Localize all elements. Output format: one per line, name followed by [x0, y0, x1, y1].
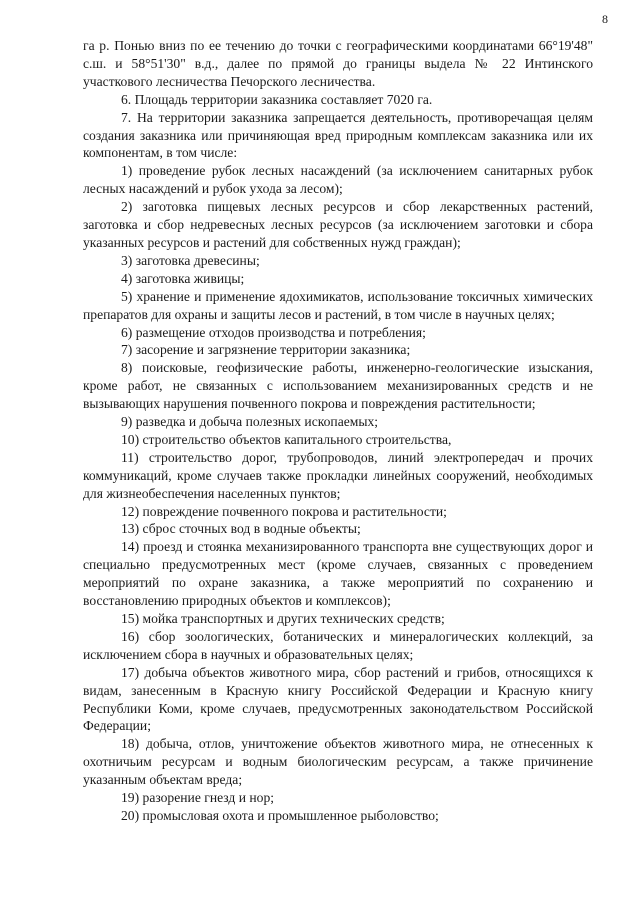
- list-item: 16) сбор зоологических, ботанических и минералогических коллекций, за исключением сбора в научных и образовательных целях;: [83, 628, 593, 662]
- list-item: 3) заготовка древесины;: [121, 252, 260, 268]
- list-item: 20) промысловая охота и промышленное рыболовство;: [121, 807, 439, 823]
- paragraph-prohibitions-intro: 7. На территории заказника запрещается деятельность, противоречащая целям создания заказника или причиняющая вред природным комплексам заказника или их компонентам, в том числе:: [83, 109, 593, 161]
- list-item: 18) добыча, отлов, уничтожение объектов животного мира, не отнесенных к охотничьим ресурсам и водным биологическим ресурсам, а также причинение указанным объектам вреда;: [83, 736, 593, 788]
- paragraph-boundary-continuation: га р. Понью вниз по ее течению до точки с географическими координатами 66°19'48" с.ш. и 58°51'30" в.д., далее по прямой до границы выдела № 22 Интинского участкового лесничества Печорского лесничества.: [83, 38, 593, 89]
- list-item: 11) строительство дорог, трубопроводов, линий электропередач и прочих коммуникаций, кроме случаев также прокладки линейных сооружений, необходимых для жизнеобеспечения населенных пунктов;: [83, 449, 593, 501]
- list-item: 10) строительство объектов капитального строительства,: [121, 431, 452, 447]
- page-number: 8: [602, 12, 608, 26]
- list-item: 2) заготовка пищевых лесных ресурсов и сбор лекарственных растений, заготовка и сбор недревесных лесных ресурсов (за исключением заготовки и сбора указанных ресурсов и растений для собственных нужд граждан);: [83, 199, 593, 250]
- list-item: 13) сброс сточных вод в водные объекты;: [121, 521, 361, 537]
- document-body: [83, 37, 593, 825]
- list-item: 15) мойка транспортных и других технических средств;: [121, 611, 445, 626]
- list-item: 4) заготовка живицы;: [121, 270, 245, 286]
- list-item: 8) поисковые, геофизические работы, инженерно-геологические изыскания, кроме работ, не связанных с использованием механизированных средств и не вызывающих нарушения почвенного покрова и повреждения растительности;: [83, 360, 593, 412]
- list-item: 9) разведка и добыча полезных ископаемых;: [121, 414, 379, 430]
- list-item: 1) проведение рубок лесных насаждений (за исключением санитарных рубок лесных насаждений и рубок ухода за лесом);: [83, 163, 593, 197]
- list-item: 6) размещение отходов производства и потребления;: [121, 324, 426, 340]
- list-item: 5) хранение и применение ядохимикатов, использование токсичных химических препаратов для охраны и защиты лесов и растений, в том числе в научных целях;: [83, 288, 593, 322]
- list-item: 14) проезд и стоянка механизированного транспорта вне существующих дорог и специально предусмотренных мест (кроме случаев, связанных с проведением мероприятий по охране заказника, а также мероприятий по сохранению и восстановлению природных объектов и комплексов);: [83, 539, 593, 609]
- list-item: 19) разорение гнезд и нор;: [121, 790, 275, 806]
- list-item: 7) засорение и загрязнение территории заказника;: [121, 342, 411, 358]
- list-item: 17) добыча объектов животного мира, сбор растений и грибов, относящихся к видам, занесенным в Красную книгу Российской Федерации и Красную книгу Республики Коми, кроме случаев, предусмотренных законодательством Российской Федерации;: [83, 664, 593, 734]
- paragraph-area: 6. Площадь территории заказника составляет 7020 га.: [121, 91, 433, 107]
- list-item: 12) повреждение почвенного покрова и растительности;: [121, 503, 447, 519]
